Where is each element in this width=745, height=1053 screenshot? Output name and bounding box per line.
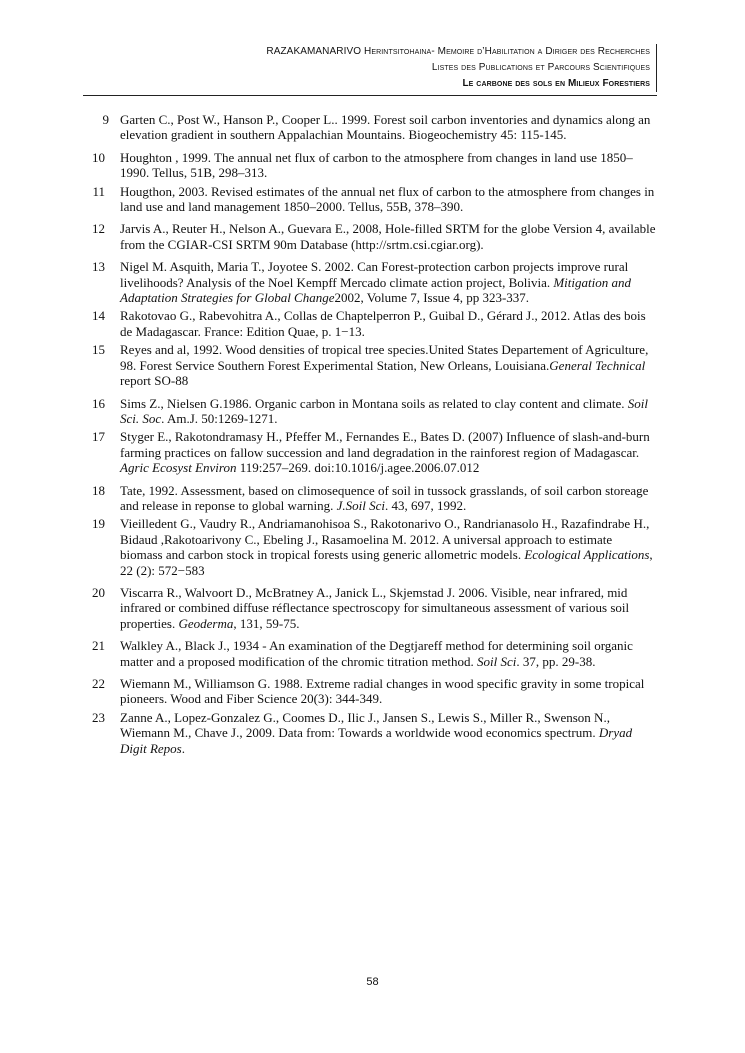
reference-item bbox=[92, 259, 657, 305]
reference-number: 23 bbox=[92, 709, 105, 725]
reference-item bbox=[92, 184, 657, 215]
reference-number: 14 bbox=[92, 308, 105, 324]
reference-text: Houghton , 1999. The annual net flux of carbon to the atmosphere from changes in land use 1850–1990. Tellus, 51B, 298–313. bbox=[120, 149, 633, 181]
reference-number: 22 bbox=[92, 676, 105, 691]
reference-journal: Soil Sci bbox=[477, 653, 517, 669]
header-section: Listes des Publications et Parcours Scientifiques bbox=[431, 62, 650, 73]
reference-journal: General Technical bbox=[549, 357, 646, 373]
reference-number: 10 bbox=[92, 149, 105, 165]
reference-journal: Ecological Applications bbox=[524, 547, 650, 563]
reference-item bbox=[92, 429, 657, 475]
reference-number: 12 bbox=[92, 221, 105, 237]
page-number: 58 bbox=[366, 976, 379, 988]
reference-text: Jarvis A., Reuter H., Nelson A., Guevara E., 2008, Hole-filled SRTM for the globe Version 4, available from the CGIAR-CSI SRTM 90m Database (http://srtm.csi.cgiar.org). bbox=[120, 221, 656, 252]
reference-list bbox=[92, 112, 657, 763]
reference-number: 18 bbox=[92, 482, 105, 498]
reference-text: , 131, 59-75. bbox=[233, 615, 300, 631]
reference-number: 17 bbox=[92, 429, 105, 445]
reference-text: Rakotovao G., Rabevohitra A., Collas de Chaptelperron P., Guibal D., Gérard J., 2012. Atlas des bois de Madagascar. France: Edition Quae, p. 1−13. bbox=[120, 308, 646, 339]
reference-journal: Soil Sci. Soc bbox=[120, 395, 648, 426]
reference-number: 15 bbox=[92, 342, 105, 358]
reference-text: Nigel M. Asquith, Maria T., Joyotee S. 2002. Can Forest-protection carbon projects improve rural livelihoods? Analysis of the Noel Kempff Mercado climate action project, Bolivia. bbox=[120, 259, 629, 290]
reference-text: Hougthon, 2003. Revised estimates of the annual net flux of carbon to the atmosphere from changes in land use and land management 1850–2000. Tellus, 55B, 378–390. bbox=[120, 183, 655, 215]
reference-item bbox=[92, 308, 657, 339]
reference-text: Sims Z., Nielsen G.1986. Organic carbon in Montana soils as related to clay content and climate. bbox=[120, 395, 628, 411]
header-author-title: RAZAKAMANARIVO Herintsitohaina- Memoire d’Habilitation a Diriger des Recherches bbox=[266, 46, 650, 57]
reference-item bbox=[92, 585, 657, 631]
reference-text: Wiemann M., Williamson G. 1988. Extreme radial changes in wood specific gravity in some tropical pioneers. Wood and Fiber Science 20(3): 344-349. bbox=[120, 676, 645, 707]
reference-item bbox=[92, 342, 657, 388]
reference-journal: Agric Ecosyst Environ bbox=[120, 460, 237, 476]
reference-text: Vieilledent G., Vaudry R., Andriamanohisoa S., Rakotonarivo O., Randrianasolo H., Razafindrabe H., Bidaud ,Rakotoarivony C., Ebeling J., Rasamoelina M. 2012. A universal approach to estimate biomass and carbon stock in tropical forests using generic allometric models. bbox=[120, 516, 650, 563]
reference-text: , 22 (2): 572−583 bbox=[120, 547, 653, 578]
reference-number: 9 bbox=[102, 112, 109, 127]
reference-text: Styger E., Rakotondramasy H., Pfeffer M., Fernandes E., Bates D. (2007) Influence of slash-and-burn farming practices on fallow succession and land degradation in the rainforest region of Madagascar. bbox=[120, 429, 650, 460]
reference-item bbox=[92, 112, 657, 143]
reference-text: Viscarra R., Walvoort D., McBratney A., Janick L., Skjemstad J. 2006. Visible, near infrared, mid infrared or combined diffuse réflectance spectroscopy for simultaneous assessment of various soil properties. bbox=[120, 584, 630, 631]
header-subsection: Le carbone des sols en Milieux Forestiers bbox=[462, 78, 650, 89]
reference-item bbox=[92, 676, 657, 707]
reference-number: 20 bbox=[92, 584, 105, 600]
reference-number: 19 bbox=[92, 516, 105, 532]
reference-text: report SO-88 bbox=[120, 373, 189, 389]
reference-text: . bbox=[181, 740, 185, 756]
reference-number: 13 bbox=[92, 259, 105, 275]
reference-text: Reyes and al, 1992. Wood densities of tropical tree species.United States Departement of Agriculture, 98. Forest Service Southern Forest Experimental Station, New Orleans, Louisiana. bbox=[120, 342, 649, 373]
header-divider bbox=[83, 95, 657, 96]
reference-journal: Geoderma bbox=[178, 615, 234, 631]
reference-text: 119:257–269. doi:10.1016/j.agee.2006.07.012 bbox=[236, 460, 480, 476]
reference-text: Tate, 1992. Assessment, based on climosequence of soil in tussock grasslands, of soil carbon storeage and release in reponse to global warning. bbox=[120, 482, 649, 513]
reference-text: 2002, Volume 7, Issue 4, pp 323-337. bbox=[334, 290, 530, 306]
reference-item bbox=[92, 396, 657, 427]
reference-item bbox=[92, 150, 657, 181]
reference-item bbox=[92, 516, 657, 578]
reference-item bbox=[92, 221, 657, 252]
reference-number: 11 bbox=[92, 183, 105, 199]
reference-text: Walkley A., Black J., 1934 - An examination of the Degtjareff method for determining soil organic matter and a proposed modification of the chromic titration method. bbox=[120, 638, 633, 669]
reference-number: 16 bbox=[92, 395, 105, 411]
reference-text: Zanne A., Lopez-Gonzalez G., Coomes D., Ilic J., Jansen S., Lewis S., Miller R., Swenson N., Wiemann M., Chave J., 2009. Data from: Towards a worldwide wood economics spectrum. bbox=[120, 709, 610, 741]
reference-text: Garten C., Post W., Hanson P., Cooper L.. 1999. Forest soil carbon inventories and dynamics along an elevation gradient in southern Appalachian Mountains. Biogeochemistry 45: 115-145. bbox=[120, 112, 651, 143]
reference-text: . 37, pp. 29-38. bbox=[516, 653, 596, 669]
reference-number: 21 bbox=[92, 638, 105, 654]
page-header bbox=[50, 44, 657, 92]
reference-journal: J.Soil Sci bbox=[336, 497, 385, 513]
reference-journal: Mitigation and Adaptation Strategies for Global Change bbox=[120, 274, 631, 306]
reference-item bbox=[92, 638, 657, 669]
reference-text: . Am.J. 50:1269-1271. bbox=[161, 410, 278, 426]
reference-journal: Dryad Digit Repos bbox=[120, 725, 633, 756]
reference-item bbox=[92, 483, 657, 514]
reference-item bbox=[92, 710, 657, 756]
reference-text: . 43, 697, 1992. bbox=[385, 497, 467, 513]
